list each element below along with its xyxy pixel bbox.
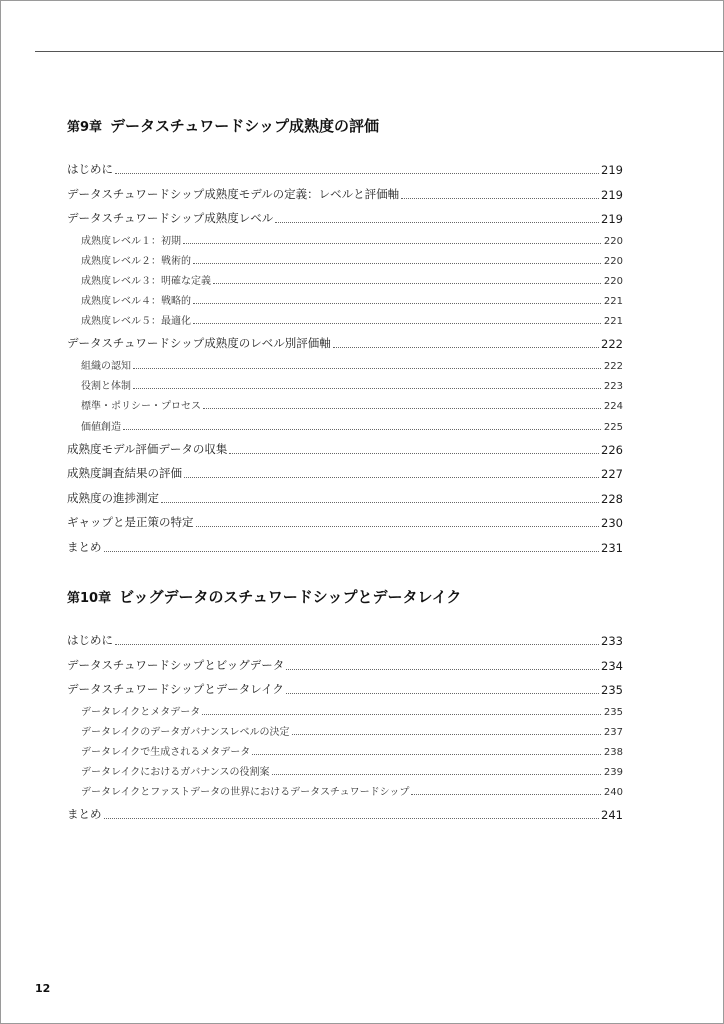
toc-entry-label: データスチュワードシップ成熟度のレベル別評価軸 [67, 336, 331, 351]
dot-leader [193, 323, 601, 324]
toc-entry-label: 組織の認知 [81, 360, 131, 372]
toc-entry[interactable] [67, 461, 623, 481]
toc-subentry[interactable] [67, 742, 623, 758]
toc-subentry[interactable] [67, 376, 623, 392]
toc-entry-label: データスチュワードシップ成熟度レベル [67, 211, 274, 225]
toc-entry-label: データレイクとファストデータの世界におけるデータスチュワードシップ [81, 787, 410, 799]
chapter-heading: データスチュワードシップ成熟度の評価 [110, 117, 379, 135]
toc-entry-label: ギャップと是正策の特定 [67, 515, 194, 530]
toc-entry-page: 234 [601, 658, 623, 673]
toc-entry-page: 230 [601, 516, 623, 531]
toc-entry-label: はじめに [67, 633, 113, 647]
toc-entry-page: 235 [603, 706, 623, 718]
page-number: 12 [35, 982, 51, 995]
toc-subentry[interactable] [67, 702, 623, 718]
toc-entry-page: 237 [603, 726, 623, 738]
dot-leader [333, 347, 599, 348]
chapter-number: 第10章 [67, 591, 112, 606]
dot-leader [193, 263, 601, 264]
toc-entry-page: 220 [603, 275, 623, 287]
toc-entry-page: 233 [601, 634, 623, 648]
toc-entry[interactable] [67, 677, 623, 697]
toc-entry-page: 227 [601, 467, 623, 482]
toc-entry-page: 238 [603, 746, 623, 758]
toc-entry-page: 220 [603, 235, 623, 247]
toc-entry-page: 239 [603, 767, 623, 779]
chapter-heading: ビッグデータのスチュワードシップとデータレイク [119, 588, 462, 606]
toc-entry-label: まとめ [67, 807, 102, 822]
toc-entry-page: 219 [601, 212, 623, 226]
toc-entry-label: 成熟度レベル３：明確な定義 [81, 275, 211, 287]
toc-entry[interactable] [67, 510, 623, 530]
toc-entry[interactable] [67, 628, 623, 648]
toc-subentry[interactable] [67, 417, 623, 433]
dot-leader [115, 644, 599, 645]
toc-entry-label: 成熟度レベル２：戦術的 [81, 255, 191, 267]
toc-entry-page: 221 [603, 316, 623, 328]
dot-leader [104, 818, 600, 819]
toc-entry-page: 219 [601, 163, 623, 177]
toc-subentry[interactable] [67, 251, 623, 267]
toc-entry[interactable] [67, 182, 623, 202]
toc-entry-label: 成熟度レベル１：初期 [81, 235, 181, 247]
dot-leader [202, 714, 601, 715]
toc-subentry[interactable] [67, 396, 623, 412]
dot-leader [184, 477, 599, 478]
toc-entry-label: 成熟度レベル４：戦略的 [81, 296, 191, 308]
toc-entry-label: 価値創造 [81, 421, 121, 433]
dot-leader [104, 551, 600, 552]
toc-entry-page: 221 [603, 296, 623, 308]
dot-leader [161, 502, 599, 503]
dot-leader [183, 243, 601, 244]
chapter-title [67, 115, 623, 141]
toc-entry-page: 240 [603, 787, 623, 799]
toc-entry-page: 225 [603, 421, 623, 433]
toc-entry-label: 成熟度調査結果の評価 [67, 466, 182, 481]
dot-leader [133, 388, 601, 389]
toc-entry[interactable] [67, 802, 623, 822]
toc-entry-page: 222 [603, 360, 623, 372]
dot-leader [133, 368, 601, 369]
toc-entry[interactable] [67, 486, 623, 506]
toc-entry-label: 標準・ポリシー・プロセス [81, 401, 201, 413]
toc-entry-label: データレイクにおけるガバナンスの役割案 [81, 767, 270, 779]
dot-leader [275, 222, 599, 223]
chapter-number: 第9章 [67, 120, 103, 135]
toc-list [67, 628, 623, 822]
toc-subentry[interactable] [67, 271, 623, 287]
toc-entry-page: 224 [603, 401, 623, 413]
toc-subentry[interactable] [67, 722, 623, 738]
toc-subentry[interactable] [67, 356, 623, 372]
toc-entry-label: データレイクで生成されるメタデータ [81, 746, 251, 758]
toc-entry-label: 成熟度の進捗測定 [67, 490, 159, 505]
dot-leader [411, 794, 601, 795]
toc-subentry[interactable] [67, 291, 623, 307]
chapter-10-section [67, 586, 623, 827]
toc-entry-label: まとめ [67, 539, 102, 554]
dot-leader [286, 693, 599, 694]
toc-entry-label: データスチュワードシップとデータレイク [67, 682, 284, 696]
dot-leader [213, 283, 601, 284]
chapter-title [67, 586, 623, 612]
dot-leader [193, 303, 601, 304]
toc-entry[interactable] [67, 437, 623, 457]
toc-entry-label: データスチュワードシップとビッグデータ [67, 657, 285, 672]
toc-subentry[interactable] [67, 762, 623, 778]
header-rule [35, 51, 723, 52]
toc-entry-page: 231 [601, 540, 623, 555]
toc-entry-label: 成熟度レベル５：最適化 [81, 316, 191, 328]
toc-entry-label: データレイクのデータガバナンスレベルの決定 [81, 726, 290, 738]
toc-entry-page: 226 [601, 442, 623, 457]
toc-entry[interactable] [67, 535, 623, 555]
toc-entry[interactable] [67, 331, 623, 351]
dot-leader [196, 526, 600, 527]
toc-entry-label: はじめに [67, 162, 113, 176]
toc-entry-label: 役割と体制 [81, 381, 131, 393]
dot-leader [401, 198, 599, 199]
toc-subentry[interactable] [67, 231, 623, 247]
toc-entry-page: 235 [601, 683, 623, 697]
toc-entry-page: 241 [601, 808, 623, 823]
toc-entry-label: 成熟度モデル評価データの収集 [67, 441, 228, 456]
toc-entry-page: 219 [601, 187, 623, 202]
chapter-9-section [67, 115, 623, 559]
dot-leader [272, 774, 602, 775]
toc-entry[interactable] [67, 653, 623, 673]
toc-subentry[interactable] [67, 311, 623, 327]
toc-entry-page: 228 [601, 491, 623, 506]
dot-leader [229, 453, 599, 454]
toc-entry-page: 220 [603, 255, 623, 267]
dot-leader [203, 408, 601, 409]
toc-entry[interactable] [67, 157, 623, 177]
toc-entry[interactable] [67, 206, 623, 226]
toc-entry-label: データスチュワードシップ成熟度モデルの定義：レベルと評価軸 [67, 186, 400, 201]
dot-leader [123, 429, 601, 430]
toc-entry-page: 222 [601, 337, 623, 352]
toc-entry-label: データレイクとメタデータ [81, 706, 201, 718]
toc-list [67, 157, 623, 555]
toc-entry-page: 223 [603, 381, 623, 393]
dot-leader [115, 173, 599, 174]
dot-leader [292, 734, 602, 735]
dot-leader [286, 669, 599, 670]
toc-subentry[interactable] [67, 782, 623, 798]
dot-leader [252, 754, 601, 755]
